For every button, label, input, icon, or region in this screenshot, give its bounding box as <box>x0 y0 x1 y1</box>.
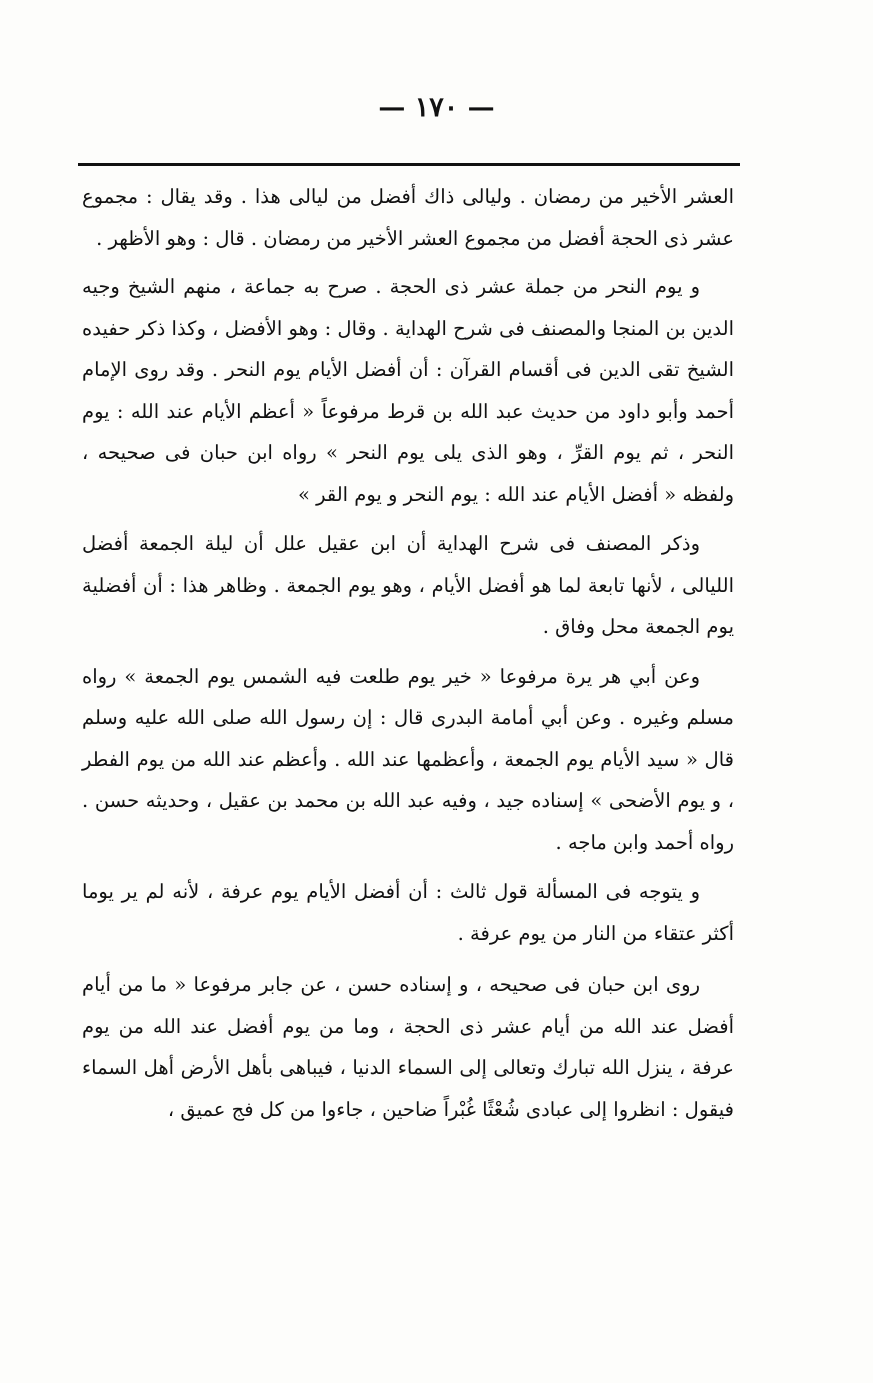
paragraph-5: و يتوجه فى المسألة قول ثالث : أن أفضل الأيام يوم عرفة ، لأنه لم ير يوما أكثر عتقاء من النار من يوم عرفة . <box>82 880 734 945</box>
header-rule <box>78 163 740 166</box>
paragraph-4: وعن أبي هر يرة مرفوعا « خير يوم طلعت فيه الشمس يوم الجمعة » رواه مسلم وغيره . وعن أبي أمامة البدرى قال : إن رسول الله صلى الله عليه وسلم قال « سيد الأيام يوم الجمعة ، وأعظمها عند الله . وأعظم عند الله من يوم الفطر ، و يوم الأضحى » إسناده جيد ، وفيه عبد الله بن محمد بن عقيل ، وحديثه حسن . رواه أحمد وابن ماجه . <box>82 664 734 854</box>
page-body <box>82 176 734 1130</box>
paragraph-2: و يوم النحر من جملة عشر ذى الحجة . صرح به جماعة ، منهم الشيخ وجيه الدين بن المنجا والمصنف فى شرح الهداية . وقال : وهو الأفضل ، وكذا ذكر حفيده الشيخ تقى الدين فى أقسام القرآن : أن أفضل الأيام يوم النحر . وقد روى الإمام أحمد وأبو داود من حديث عبد الله بن قرط مرفوعاً « أعظم الأيام عند الله : يوم النحر ، ثم يوم القرِّ ، وهو الذى يلى يوم النحر » رواه ابن حبان فى صحيحه ، ولفظه « أفضل الأيام عند الله : يوم النحر و يوم القر » <box>82 275 734 506</box>
page-number: — ١٧٠ — <box>378 92 495 123</box>
paragraph-1: العشر الأخير من رمضان . وليالى ذاك أفضل من ليالى هذا . وقد يقال : مجموع عشر ذى الحجة أفضل من مجموع العشر الأخير من رمضان . قال : وهو الأظهر . <box>82 185 734 250</box>
paragraph-6: روى ابن حبان فى صحيحه ، و إسناده حسن ، عن جابر مرفوعا « ما من أيام أفضل عند الله من أيام عشر ذى الحجة ، وما من يوم أفضل عند الله من يوم عرفة ، ينزل الله تبارك وتعالى إلى السماء الدنيا ، فيباهى بأهل الأرض أهل السماء فيقول : انظروا إلى عبادى شُعْثًا غُبْراً ضاحين ، جاءوا من كل فج عميق ، <box>82 973 734 1121</box>
paragraph-3: وذكر المصنف فى شرح الهداية أن ابن عقيل علل أن ليلة الجمعة أفضل الليالى ، لأنها تابعة لما هو أفضل الأيام ، وهو يوم الجمعة . وظاهر هذا : أن أفضلية يوم الجمعة محل وفاق . <box>82 532 734 638</box>
